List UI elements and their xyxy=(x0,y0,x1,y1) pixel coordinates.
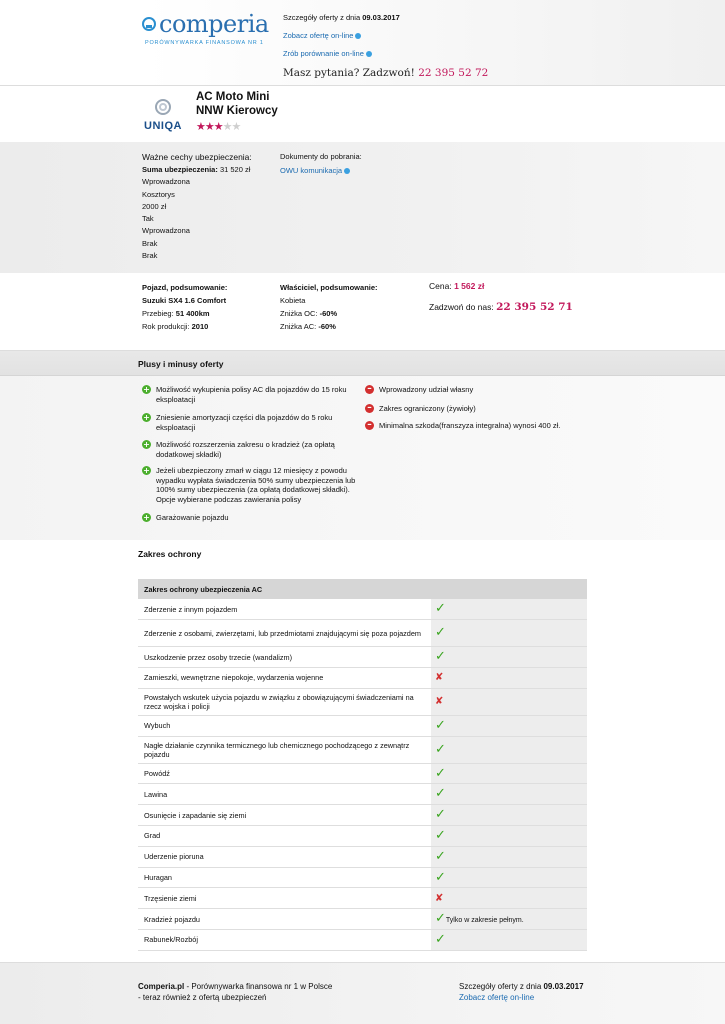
pros-cons-title: Plusy i minusy oferty xyxy=(138,359,224,369)
vehicle-summary-title: Pojazd, podsumowanie: xyxy=(142,283,228,292)
features-title: Ważne cechy ubezpieczenia: xyxy=(142,152,252,162)
check-icon: ✓ xyxy=(435,786,446,802)
coverage-name: Powódź xyxy=(138,763,431,784)
coverage-status xyxy=(431,620,587,647)
coverage-row xyxy=(138,688,587,715)
summary-section xyxy=(0,273,725,350)
coverage-row xyxy=(138,784,587,805)
coverage-status xyxy=(431,715,587,736)
production-year: Rok produkcji: 2010 xyxy=(142,322,209,331)
info-icon xyxy=(366,51,372,57)
star-empty-icon: ★ xyxy=(231,121,241,133)
coverage-name: Rabunek/Rozbój xyxy=(138,930,431,951)
coverage-name: Trzęsienie ziemi xyxy=(138,888,431,909)
coverage-status xyxy=(431,909,587,930)
check-icon: ✓ xyxy=(435,765,446,781)
coverage-row xyxy=(138,826,587,847)
footer-date: 09.03.2017 xyxy=(543,982,584,991)
pro-item: + Garażowanie pojazdu xyxy=(143,513,229,522)
coverage-row xyxy=(138,715,587,736)
coverage-table-header: Zakres ochrony ubezpieczenia AC xyxy=(138,579,587,599)
minus-icon: – xyxy=(365,404,374,413)
coverage-row xyxy=(138,647,587,668)
footer-brand: Comperia.pl - Porównywarka finansowa nr 1 w Polsce - teraz również z ofertą ubezpieczeń xyxy=(138,982,333,1002)
pro-item: + Zniesienie amortyzacji części dla pojazdów do 5 roku eksploatacji xyxy=(143,413,333,432)
feature-value: Brak xyxy=(142,238,158,248)
coverage-note: Tylko w zakresie pełnym. xyxy=(445,917,524,925)
feature-value: Wprowadzona xyxy=(142,177,190,187)
coverage-name: Lawina xyxy=(138,784,431,805)
plus-icon: + xyxy=(143,466,150,475)
product-section xyxy=(0,85,725,142)
feature-value: Wprowadzona xyxy=(142,226,190,236)
pros-cons-header xyxy=(0,350,725,376)
footer-brand-name: Comperia.pl xyxy=(138,982,185,991)
sum-insured: Suma ubezpieczenia: 31 520 zł xyxy=(142,165,251,174)
plus-icon: + xyxy=(143,440,150,449)
pros-cons-body xyxy=(0,376,725,540)
cross-icon: ✘ xyxy=(435,892,444,904)
check-icon: ✓ xyxy=(435,741,446,757)
mileage: Przebieg: 51 400km xyxy=(142,309,210,318)
check-icon: ✓ xyxy=(435,649,446,665)
plus-icon: + xyxy=(143,385,150,394)
pro-item: + Możliwość wykupienia polisy AC dla pojazdów do 15 roku eksploatacji xyxy=(143,385,347,404)
call-us: Zadzwoń do nas: 22 395 52 71 xyxy=(429,301,573,313)
scope-title: Zakres ochrony xyxy=(138,549,202,559)
coverage-name: Uderzenie pioruna xyxy=(138,846,431,867)
features-section xyxy=(0,142,725,273)
coverage-name: Powstałych wskutek użycia pojazdu w związku z obowiązującymi świadczeniami na rzecz wojska i policji xyxy=(138,688,431,715)
see-offer-link[interactable]: Zobacz ofertę on-line xyxy=(283,31,488,40)
coverage-status xyxy=(431,846,587,867)
coverage-row xyxy=(138,846,587,867)
coverage-row xyxy=(138,620,587,647)
pro-item: + Możliwość rozszerzenia zakresu o kradzież (za opłatą dodatkowej składki) xyxy=(143,440,335,459)
coverage-status xyxy=(431,826,587,847)
owner-gender: Kobieta xyxy=(280,296,306,305)
comperia-logo[interactable] xyxy=(142,10,269,46)
cross-icon: ✘ xyxy=(435,672,444,684)
star-empty-icon: ★ xyxy=(222,121,232,133)
insurer-name: UNIQA xyxy=(144,120,182,132)
check-icon: ✓ xyxy=(435,807,446,823)
call-phone[interactable]: 22 395 52 71 xyxy=(496,301,573,313)
check-icon: ✓ xyxy=(435,848,446,864)
star-filled-icon: ★ xyxy=(196,121,205,133)
coverage-status xyxy=(431,888,587,909)
comperia-logo-icon xyxy=(142,17,156,31)
minus-icon: – xyxy=(365,421,374,430)
feature-value: Kosztorys xyxy=(142,189,175,199)
offer-details-line: Szczegóły oferty z dnia 09.03.2017 xyxy=(283,13,400,22)
footer-offer: Szczegóły oferty z dnia 09.03.2017 Zobacz ofertę on-line xyxy=(459,982,584,1002)
page-header xyxy=(0,0,725,85)
coverage-status xyxy=(431,668,587,689)
header-phone[interactable]: 22 395 52 72 xyxy=(418,67,489,79)
coverage-name: Kradzież pojazdu xyxy=(138,909,431,930)
product-title: AC Moto Mini NNW Kierowcy xyxy=(196,91,278,117)
vehicle-model: Suzuki SX4 1.6 Comfort xyxy=(142,296,227,305)
coverage-row xyxy=(138,736,587,763)
check-icon: ✓ xyxy=(435,717,446,733)
logo-text: comperia xyxy=(159,10,269,38)
owner-summary xyxy=(280,283,378,335)
check-icon: ✓ xyxy=(435,625,446,641)
compare-link[interactable]: Zrób porównanie on-line xyxy=(283,49,488,58)
coverage-status xyxy=(431,784,587,805)
uniqa-mark-icon xyxy=(152,97,174,117)
coverage-row xyxy=(138,763,587,784)
coverage-status xyxy=(431,647,587,668)
coverage-row xyxy=(138,930,587,951)
coverage-row xyxy=(138,599,587,620)
pro-item: + Jeżeli ubezpieczony zmarł w ciągu 12 miesięcy z powodu wypadku wypłata świadczenia 50% sumy ubezpieczenia lub 100% sumy ubezpieczenia (za opłatą dodatkowej składki). Opcje wybierane podczas zawierania polisy xyxy=(143,466,356,504)
con-item: – Zakres ograniczony (żywioły) xyxy=(365,404,605,414)
coverage-name: Grad xyxy=(138,826,431,847)
coverage-row xyxy=(138,867,587,888)
feature-value: Brak xyxy=(142,251,158,261)
info-icon xyxy=(355,33,361,39)
coverage-table xyxy=(138,579,587,951)
plus-icon: + xyxy=(143,513,150,522)
logo-tagline: PORÓWNYWARKA FINANSOWA NR 1 xyxy=(145,40,264,46)
con-item: – Minimalna szkoda(franszyza integralna) wynosi 400 zł. xyxy=(365,421,605,431)
vehicle-summary xyxy=(142,283,227,335)
owner-summary-title: Właściciel, podsumowanie: xyxy=(280,283,378,292)
check-icon: ✓ xyxy=(435,931,446,947)
feature-value: Tak xyxy=(142,214,154,224)
ac-discount: Zniżka AC: -60% xyxy=(280,322,336,331)
info-icon xyxy=(344,168,350,174)
uniqa-logo xyxy=(140,97,186,132)
check-icon: ✓ xyxy=(435,911,446,927)
coverage-status xyxy=(431,930,587,951)
coverage-name: Zderzenie z innym pojazdem xyxy=(138,599,431,620)
coverage-status xyxy=(431,805,587,826)
coverage-name: Zderzenie z osobami, zwierzętami, lub przedmiotami znajdującymi się poza pojazdem xyxy=(138,620,431,647)
coverage-status xyxy=(431,599,587,620)
coverage-name: Osunięcie i zapadanie się ziemi xyxy=(138,805,431,826)
cross-icon: ✘ xyxy=(435,696,444,708)
coverage-row xyxy=(138,888,587,909)
check-icon: ✓ xyxy=(435,827,446,843)
coverage-name: Nagłe działanie czynnika termicznego lub chemicznego pochodzącego z zewnątrz pojazdu xyxy=(138,736,431,763)
plus-icon: + xyxy=(143,413,150,422)
con-item: – Wprowadzony udział własny xyxy=(365,385,605,395)
coverage-name: Wybuch xyxy=(138,715,431,736)
coverage-row xyxy=(138,805,587,826)
coverage-name: Uszkodzenie przez osoby trzecie (wandalizm) xyxy=(138,647,431,668)
footer-see-offer-link[interactable]: Zobacz ofertę on-line xyxy=(459,993,535,1002)
coverage-status xyxy=(431,867,587,888)
questions-line: Masz pytania? Zadzwoń! 22 395 52 72 xyxy=(283,67,489,79)
price-value: 1 562 zł xyxy=(454,281,485,291)
header-info xyxy=(283,13,488,88)
offer-date: 09.03.2017 xyxy=(362,13,400,22)
minus-icon: – xyxy=(365,385,374,394)
star-filled-icon: ★ xyxy=(204,121,214,133)
coverage-status xyxy=(431,736,587,763)
coverage-name: Huragan xyxy=(138,867,431,888)
check-icon: ✓ xyxy=(435,601,446,617)
oc-discount: Zniżka OC: -60% xyxy=(280,309,338,318)
price: Cena: 1 562 zł xyxy=(429,281,485,291)
coverage-row xyxy=(138,668,587,689)
page-footer xyxy=(0,962,725,1024)
feature-value: 2000 zł xyxy=(142,201,167,211)
coverage-row xyxy=(138,909,587,930)
check-icon: ✓ xyxy=(435,869,446,885)
documents xyxy=(280,152,362,175)
coverage-status xyxy=(431,763,587,784)
documents-title: Dokumenty do pobrania: xyxy=(280,152,362,161)
coverage-name: Zamieszki, wewnętrzne niepokoje, wydarzenia wojenne xyxy=(138,668,431,689)
coverage-status xyxy=(431,688,587,715)
owu-link[interactable]: OWU komunikacja xyxy=(280,166,362,175)
star-filled-icon: ★ xyxy=(213,121,223,133)
rating-stars xyxy=(196,120,240,133)
features-list xyxy=(142,152,252,263)
